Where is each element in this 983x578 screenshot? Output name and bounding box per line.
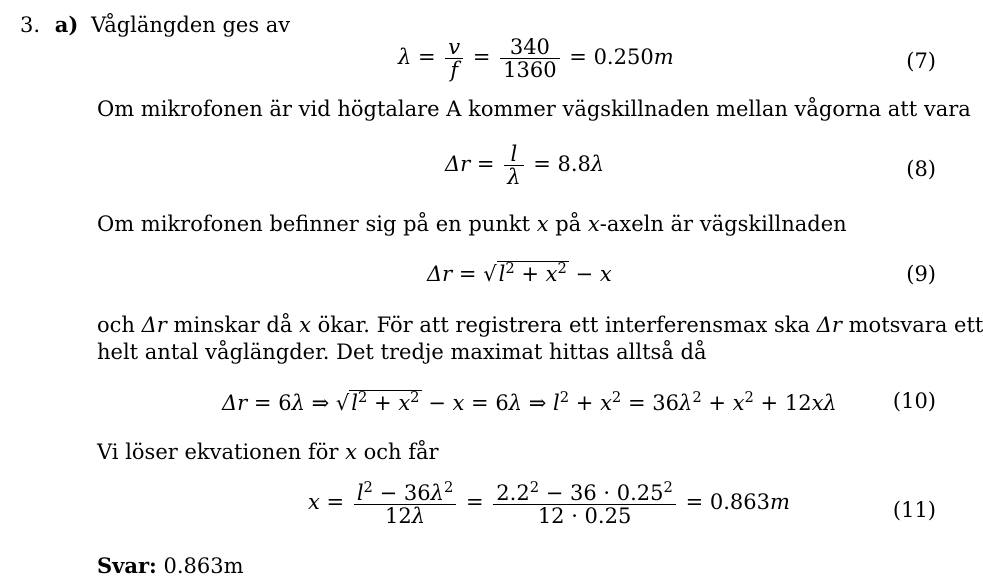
problem-heading	[20, 12, 290, 37]
paragraph-1: Om mikrofonen är vid högtalare A kommer vägskillnaden mellan vågorna att vara	[97, 97, 971, 121]
sqrt-l2-plus-x2: $l^2 + x^2$	[498, 260, 567, 286]
equation-10: Δr = 6λ ⇒ $√l^2 + x^2 - x = 6\lambda$ ⇒ $l^2 + x^2 = 36\lambda^2 + x^2 + 12x\lambda$	[222, 389, 837, 415]
paragraph-4: Vi löser ekvationen för x och får	[97, 440, 439, 464]
fraction-l-over-lambda: $\frac{l}{\lambda}$	[504, 143, 523, 188]
fraction-numeric: $\frac{2.2^2 - 36 \cdot 0.25^2}{12 \cdot 0.25}$	[493, 480, 676, 527]
answer-value: 0.863m	[163, 554, 244, 578]
equation-number-9: (9)	[906, 262, 936, 286]
equation-9: $\Delta r = √l^2 + x^2 - x$	[427, 260, 612, 286]
problem-number: 3.	[20, 13, 41, 37]
paragraph-3-line-2: helt antal våglängder. Det tredje maximat hittas alltså då	[97, 340, 707, 364]
fraction-symbolic: $\frac{l^2 - 36\lambda^2}{12\lambda}$	[354, 480, 456, 527]
equation-number-10: (10)	[892, 389, 936, 413]
paragraph-2: Om mikrofonen befinner sig på en punkt x på x-axeln är vägskillnaden	[97, 212, 847, 236]
equation-7: λ = $\frac{v}{f}$ = $\frac{340}{1360}$ = 0.250m	[398, 35, 674, 83]
problem-part: a)	[54, 12, 79, 37]
equation-number-7: (7)	[906, 49, 936, 73]
fraction-v-over-f: $\frac{v}{f}$	[445, 36, 463, 81]
answer-label: Svar:	[97, 553, 157, 578]
sqrt-l2-plus-x2-eq10: $l^2 + x^2$	[351, 389, 420, 415]
equation-8: Δr = $\frac{l}{\lambda}$ = 8.8λ	[445, 142, 605, 190]
equation-number-8: (8)	[906, 157, 936, 181]
equation-11: x = $\frac{l^2 - 36\lambda^2}{12\lambda}$ = $\frac{2.2^2 - 36 \cdot 0.25^2}{12 \cdot 0.25}$ = 0.863m	[308, 479, 790, 529]
paragraph-3-line-1: och Δr minskar då x ökar. För att registrera ett interferensmax ska Δr motsvara ett	[97, 313, 983, 337]
fraction-340-over-1360: $\frac{340}{1360}$	[500, 36, 559, 81]
problem-intro: Våglängden ges av	[90, 13, 291, 37]
equation-number-11: (11)	[892, 498, 936, 522]
answer	[97, 553, 244, 578]
